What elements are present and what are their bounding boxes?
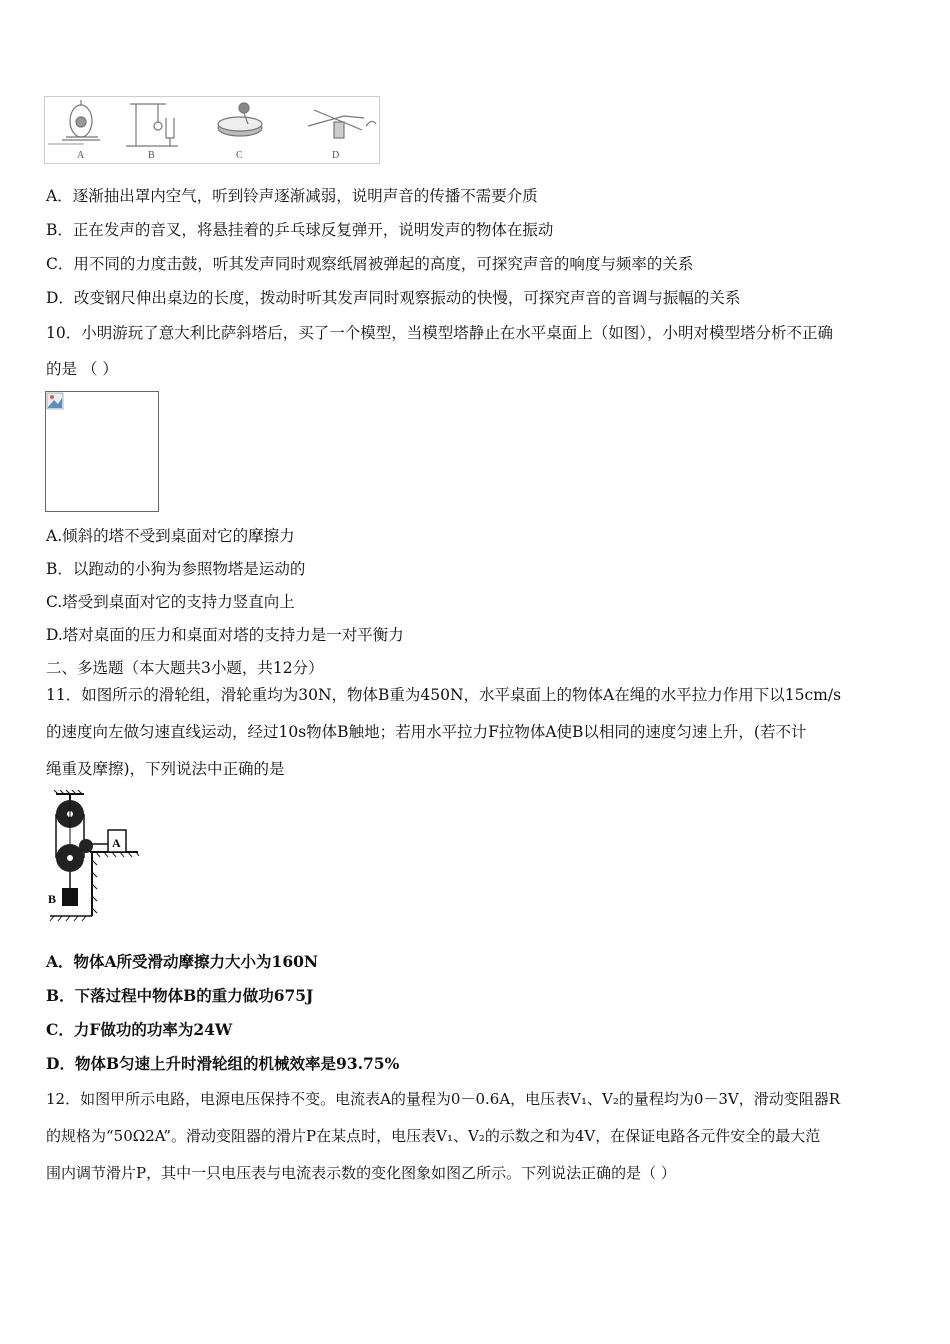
block-a-label: A [112,836,121,850]
q12-stem-line1: 12．如图甲所示电路，电源电压保持不变。电流表A的量程为0－0.6A，电压表V₁、V₂的量程均为0－3V，滑动变阻器R [46,1090,841,1108]
q11-stem-line3: 绳重及摩擦)，下列说法中正确的是 [46,760,285,778]
section-title: 二、多选题（本大题共3小题，共12分） [46,659,324,677]
q9-option-d: D．改变钢尺伸出桌边的长度，拨动时听其发声同时观察振动的快慢，可探究声音的音调与振幅的关系 [46,289,741,307]
q10-stem-line1: 10．小明游玩了意大利比萨斜塔后，买了一个模型，当模型塔静止在水平桌面上（如图），小明对模型塔分析不正确 [46,324,833,342]
broken-image-icon [47,393,63,409]
q10-option-a: A.倾斜的塔不受到桌面对它的摩擦力 [46,527,295,545]
q12-stem-line3: 围内调节滑片P，其中一只电压表与电流表示数的变化图象如图乙所示。下列说法正确的是（ ） [46,1164,676,1182]
q12-stem-line2: 的规格为“50Ω2A”。滑动变阻器的滑片P在某点时，电压表V₁、V₂的示数之和为4V，在保证电路各元件安全的最大范 [46,1127,821,1145]
q11-option-b: B．下落过程中物体B的重力做功675J [46,986,314,1005]
q11-option-d: D．物体B匀速上升时滑轮组的机械效率是93.75% [46,1054,400,1073]
q10-option-d: D.塔对桌面的压力和桌面对塔的支持力是一对平衡力 [46,626,404,644]
block-b [62,888,78,906]
q11-stem-line2: 的速度向左做匀速直线运动，经过10s物体B触地；若用水平拉力F拉物体A使B以相同的速度匀速上升，(若不计 [46,723,807,741]
q9-option-c: C．用不同的力度击鼓，听其发声同时观察纸屑被弹起的高度，可探究声音的响度与频率的关系 [46,255,694,273]
q11-option-a: A．物体A所受滑动摩擦力大小为160N [46,952,319,971]
q9-option-a: A．逐渐抽出罩内空气，听到铃声逐渐减弱，说明声音的传播不需要介质 [46,187,538,205]
q10-option-b: B．以跑动的小狗为参照物塔是运动的 [46,560,306,578]
fig9-label-d: D [332,150,340,161]
q10-stem-line2: 的是 （ ） [46,360,118,378]
q9-figure [44,96,380,164]
q10-broken-image [45,391,160,513]
q11-option-c: C．力F做功的功率为24W [46,1020,233,1039]
fig9-label-b: B [148,150,155,161]
q10-option-c: C.塔受到桌面对它的支持力竖直向上 [46,593,295,611]
fig9-label-c: C [236,150,243,161]
fig9-label-a: A [77,150,85,161]
q9-option-b: B．正在发声的音叉，将悬挂着的乒乓球反复弹开，说明发声的物体在振动 [46,221,554,239]
block-b-label: B [48,892,57,906]
pulley-figure [46,790,142,922]
q11-stem-line1: 11．如图所示的滑轮组，滑轮重均为30N，物体B重为450N，水平桌面上的物体A在绳的水平拉力作用下以15cm/s [46,686,842,704]
